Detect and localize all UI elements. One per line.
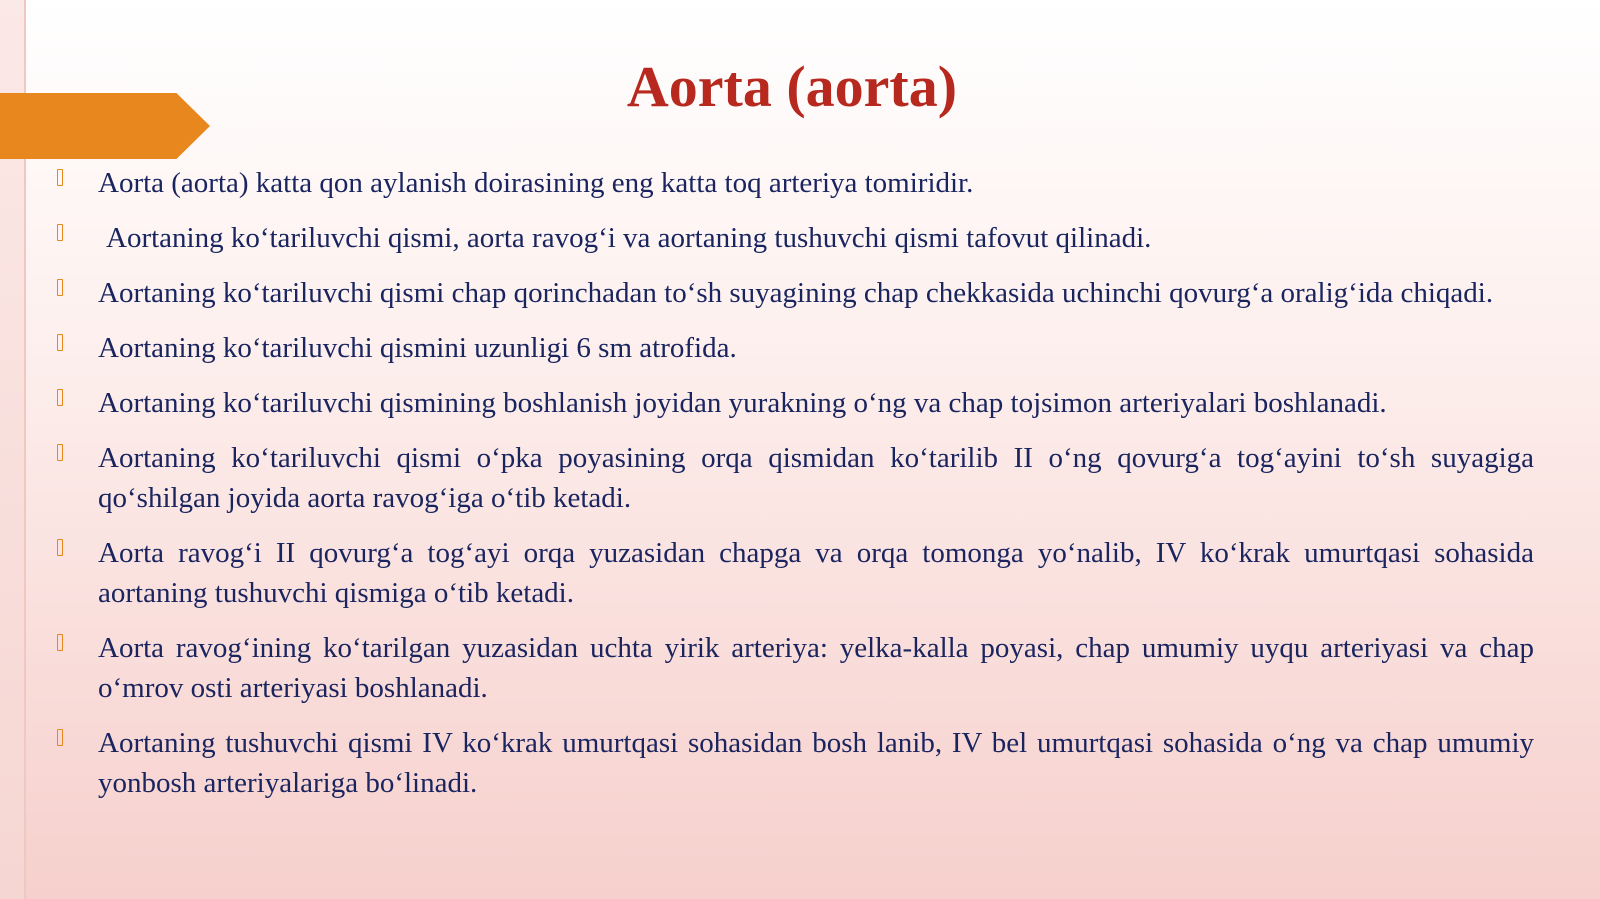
list-item-text: Aorta ravog‘ining ko‘tarilgan yuzasidan uchta yirik arteriya: yelka-kalla poyasi, chap umumiy uyqu arteriyasi va chap o‘mrov osti arteriyasi boshlanadi. [98,632,1534,704]
slide-title: Aorta (aorta) [626,53,958,119]
square-bullet-icon [54,628,98,668]
list-item [54,723,1534,803]
list-item-text: Aortaning ko‘tariluvchi qismini uzunligi 6 sm atrofida. [98,332,737,364]
bullet-list [54,163,1534,818]
list-item [54,383,1534,423]
square-bullet-icon [54,533,98,573]
list-item-text: Aortaning ko‘tariluvchi qismi o‘pka poyasining orqa qismidan ko‘tarilib II o‘ng qovurg‘a tog‘ayini to‘sh suyagiga qo‘shilgan joyida aorta ravog‘iga o‘tib ketadi. [98,442,1534,514]
list-item [54,273,1534,313]
list-item-text: Aortaning ko‘tariluvchi qismining boshlanish joyidan yurakning o‘ng va chap tojsimon arteriyalari boshlanadi. [98,387,1387,419]
list-item [54,533,1534,613]
list-item [54,438,1534,518]
list-item [54,628,1534,708]
list-item-text: Aorta ravog‘i II qovurg‘a tog‘ayi orqa yuzasidan chapga va orqa tomonga yo‘nalib, IV ko‘krak umurtqasi sohasida aortaning tushuvchi qismiga o‘tib ketadi. [98,537,1534,609]
square-bullet-icon [54,218,98,258]
list-item-text: Aortaning ko‘tariluvchi qismi, aorta ravog‘i va aortaning tushuvchi qismi tafovut qilinadi. [106,222,1152,254]
square-bullet-icon [54,273,98,313]
list-item [54,218,1534,258]
square-bullet-icon [54,438,98,478]
square-bullet-icon [54,328,98,368]
list-item [54,328,1534,368]
list-item [54,163,1534,203]
square-bullet-icon [54,163,98,203]
square-bullet-icon [54,383,98,423]
square-bullet-icon [54,723,98,763]
list-item-text: Aortaning ko‘tariluvchi qismi chap qorinchadan to‘sh suyagining chap chekkasida uchinchi qovurg‘a oralig‘ida chiqadi. [98,277,1494,309]
list-item-text: Aorta (aorta) katta qon aylanish doirasining eng katta toq arteriya tomiridir. [98,167,974,199]
list-item-text: Aortaning tushuvchi qismi IV ko‘krak umurtqasi sohasidan bosh lanib, IV bel umurtqasi sohasida o‘ng va chap umumiy yonbosh arteriyalariga bo‘linadi. [98,727,1534,799]
